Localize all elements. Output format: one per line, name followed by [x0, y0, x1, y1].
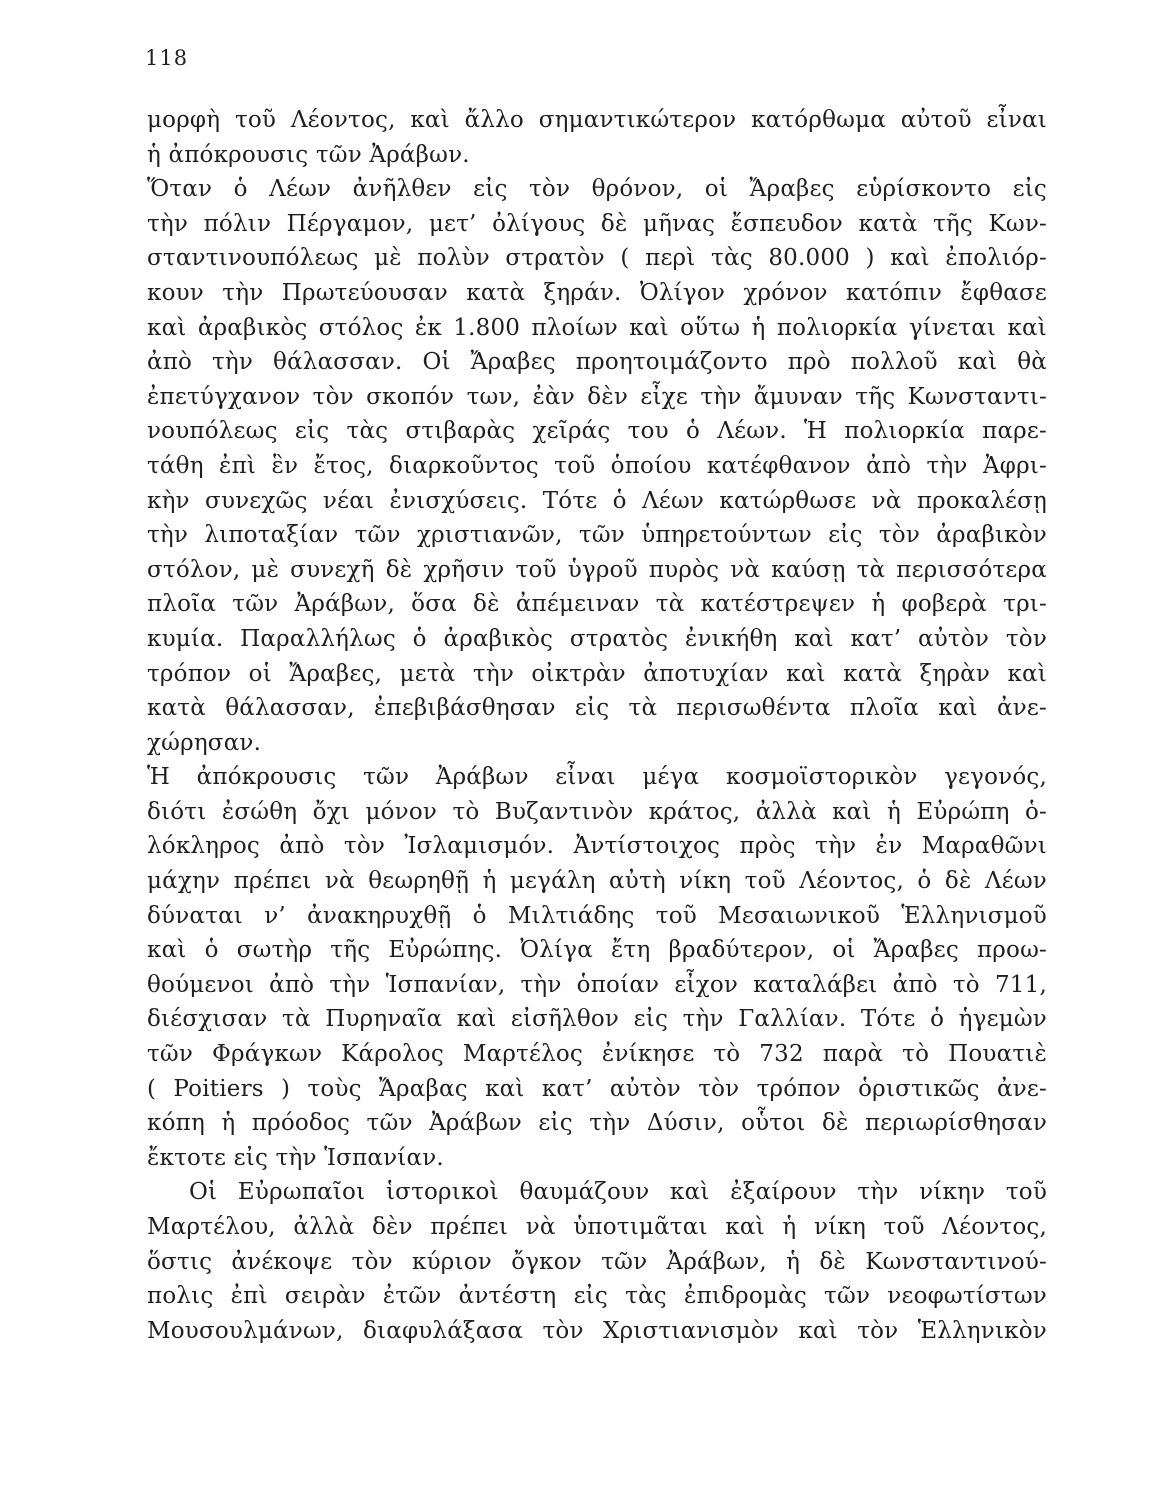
text-line: τὴν πόλιν Πέργαμον, μετ’ ὀλίγους δὲ μῆνας ἔσπευδον κατὰ τῆς Κων-: [147, 210, 1047, 237]
text-line: διότι ἐσώθη ὄχι μόνον τὸ Βυζαντινὸν κράτος, ἀλλὰ καὶ ἡ Εὐρώπη ὁ-: [147, 798, 1047, 825]
text-line: νουπόλεως εἰς τὰς στιβαρὰς χεῖράς του ὁ Λέων. Ἡ πολιορκία παρε-: [147, 418, 1047, 445]
text-line: τὴν λιποταξίαν τῶν χριστιανῶν, τῶν ὑπηρετούντων εἰς τὸν ἀραβικὸν: [147, 522, 1047, 549]
text-line: κόπη ἡ πρόοδος τῶν Ἀράβων εἰς τὴν Δύσιν, οὗτοι δὲ περιωρίσθησαν: [147, 1110, 1047, 1137]
text-line: θούμενοι ἀπὸ τὴν Ἱσπανίαν, τὴν ὁποίαν εἶχον καταλάβει ἀπὸ τὸ 711,: [147, 971, 1047, 998]
text-line: καὶ ἀραβικὸς στόλος ἐκ 1.800 πλοίων καὶ οὕτω ἡ πολιορκία γίνεται καὶ: [147, 314, 1047, 341]
text-line: Οἱ Εὐρωπαῖοι ἱστορικοὶ θαυμάζουν καὶ ἐξαίρουν τὴν νίκην τοῦ: [189, 1179, 1047, 1206]
text-line: σταντινουπόλεως μὲ πολὺν στρατὸν ( περὶ τὰς 80.000 ) καὶ ἐπολιόρ-: [147, 245, 1047, 272]
text-line: τρόπον οἱ Ἄραβες, μετὰ τὴν οἰκτρὰν ἀποτυχίαν καὶ κατὰ ξηρὰν καὶ: [147, 660, 1047, 687]
text-line: τάθη ἐπὶ ἓν ἔτος, διαρκοῦντος τοῦ ὁποίου κατέφθανον ἀπὸ τὴν Ἀφρι-: [147, 452, 1047, 479]
text-line: ἔκτοτε εἰς τὴν Ἱσπανίαν.: [147, 1144, 444, 1171]
text-line: δύναται ν’ ἀνακηρυχθῇ ὁ Μιλτιάδης τοῦ Μεσαιωνικοῦ Ἑλληνισμοῦ: [147, 902, 1047, 929]
text-line: Ὅταν ὁ Λέων ἀνῆλθεν εἰς τὸν θρόνον, οἱ Ἄραβες εὑρίσκοντο εἰς: [147, 176, 1047, 203]
text-line: ἡ ἀπόκρουσις τῶν Ἀράβων.: [147, 141, 470, 168]
text-line: κυμία. Παραλλήλως ὁ ἀραβικὸς στρατὸς ἐνικήθη καὶ κατ’ αὐτὸν τὸν: [147, 625, 1047, 652]
text-line: ὅστις ἀνέκοψε τὸν κύριον ὄγκον τῶν Ἀράβων, ἡ δὲ Κωνσταντινού-: [147, 1248, 1047, 1275]
text-line: ἀπὸ τὴν θάλασσαν. Οἱ Ἄραβες προητοιμάζοντο πρὸ πολλοῦ καὶ θὰ: [147, 349, 1047, 376]
text-line: ἐπετύγχανον τὸν σκοπόν των, ἐὰν δὲν εἶχε τὴν ἄμυναν τῆς Κωνσταντι-: [147, 383, 1047, 410]
text-line: διέσχισαν τὰ Πυρηναῖα καὶ εἰσῆλθον εἰς τὴν Γαλλίαν. Τότε ὁ ἡγεμὼν: [147, 1006, 1047, 1033]
text-line: Μουσουλμάνων, διαφυλάξασα τὸν Χριστιανισμὸν καὶ τὸν Ἑλληνικὸν: [147, 1317, 1047, 1344]
text-line: Μαρτέλου, ἀλλὰ δὲν πρέπει νὰ ὑποτιμᾶται καὶ ἡ νίκη τοῦ Λέοντος,: [147, 1214, 1047, 1240]
text-line: Ἡ ἀπόκρουσις τῶν Ἀράβων εἶναι μέγα κοσμοϊστορικὸν γεγονός,: [147, 764, 1047, 791]
text-line: στόλον, μὲ συνεχῆ δὲ χρῆσιν τοῦ ὑγροῦ πυρὸς νὰ καύσῃ τὰ περισσότερα: [147, 556, 1047, 583]
text-line: λόκληρος ἀπὸ τὸν Ἰσλαμισμόν. Ἀντίστοιχος πρὸς τὴν ἐν Μαραθῶνι: [147, 833, 1047, 860]
text-line: ( Poitiers ) τοὺς Ἄραβας καὶ κατ’ αὐτὸν τὸν τρόπον ὁριστικῶς ἀνε-: [147, 1075, 1047, 1102]
text-line: κὴν συνεχῶς νέαι ἐνισχύσεις. Τότε ὁ Λέων κατώρθωσε νὰ προκαλέσῃ: [147, 487, 1047, 514]
text-line: καὶ ὁ σωτὴρ τῆς Εὐρώπης. Ὀλίγα ἔτη βραδύτερον, οἱ Ἄραβες προω-: [147, 937, 1047, 964]
text-line: χώρησαν.: [147, 729, 262, 756]
text-line: πολις ἐπὶ σειρὰν ἐτῶν ἀντέστη εἰς τὰς ἐπιδρομὰς τῶν νεοφωτίστων: [147, 1283, 1047, 1310]
text-line: μορφὴ τοῦ Λέοντος, καὶ ἄλλο σημαντικώτερον κατόρθωμα αὐτοῦ εἶναι: [147, 107, 1047, 133]
text-line: κατὰ θάλασσαν, ἐπεβιβάσθησαν εἰς τὰ περισωθέντα πλοῖα καὶ ἀνε-: [147, 695, 1047, 722]
page-number: 118: [145, 46, 189, 70]
text-line: πλοῖα τῶν Ἀράβων, ὅσα δὲ ἀπέμειναν τὰ κατέστρεψεν ἡ φοβερὰ τρι-: [147, 591, 1047, 618]
text-line: τῶν Φράγκων Κάρολος Μαρτέλος ἐνίκησε τὸ 732 παρὰ τὸ Πουατιὲ: [147, 1041, 1047, 1068]
text-line: μάχην πρέπει νὰ θεωρηθῇ ἡ μεγάλη αὐτὴ νίκη τοῦ Λέοντος, ὁ δὲ Λέων: [147, 868, 1047, 895]
page-body-text: [147, 103, 1047, 1348]
text-line: κουν τὴν Πρωτεύουσαν κατὰ ξηράν. Ὀλίγον χρόνον κατόπιν ἔφθασε: [147, 279, 1047, 306]
